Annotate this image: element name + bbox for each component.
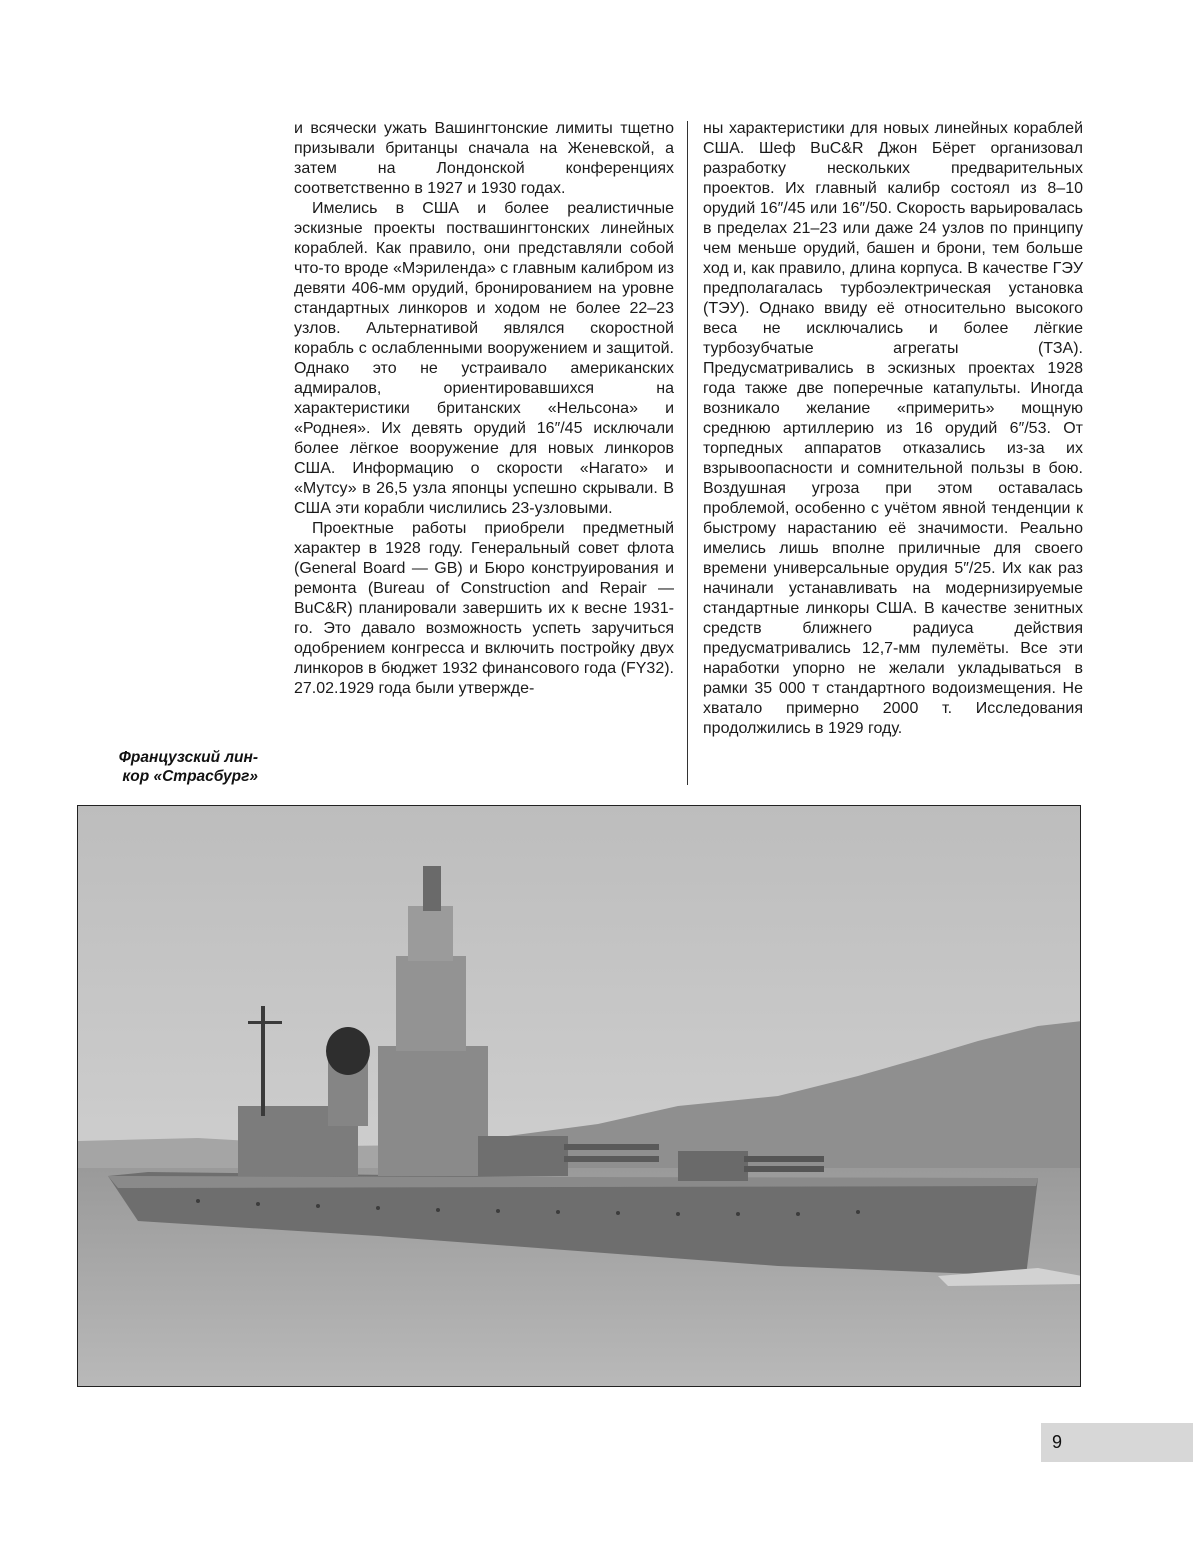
paragraph: Имелись в США и более реалистичные эскизные проекты поствашингтонских линейных кораблей. Как правило, они представляли собой что-то вроде «Мэриленда» с главным калибром из девяти 406-мм орудий, бронированием на уровне стандартных линкоров и ходом не более 22–23 узлов. Альтернативой являлся скоростной корабль с ослабленными вооружением и защитой. Однако это не устраивало американских адмиралов, ориентировавшихся на характеристики британских «Нельсона» и «Роднея». Их девять орудий 16″/45 исключали более лёгкое вооружение для новых линкоров США. Информацию о скорости «Нагато» и «Мутсу» в 26,5 узла японцы успешно скрывали. В США эти корабли числились 23-узловыми. (294, 200, 674, 517)
battleship-illustration (78, 806, 1081, 1387)
right-text-column (703, 119, 1083, 739)
battleship-photo (77, 805, 1081, 1387)
left-text-column (294, 119, 674, 699)
caption-line-2: кор «Страсбург» (122, 768, 258, 785)
paragraph: и всячески ужать Вашингтонские лимиты тщетно призывали британцы сначала на Женевской, а затем на Лондонской конференциях соответственно в 1927 и 1930 годах. (294, 120, 674, 197)
column-divider (687, 121, 688, 785)
photo-caption (78, 748, 258, 786)
paragraph: Проектные работы приобрели предметный характер в 1928 году. Генеральный совет флота (General Board — GB) и Бюро конструирования и ремонта (Bureau of Construction and Repair — BuC&R) планировали завершить их к весне 1931-го. Это давало возможность успеть заручиться одобрением конгресса и включить постройку двух линкоров в бюджет 1932 финансового года (FY32). 27.02.1929 года были утвержде- (294, 520, 674, 697)
paragraph: ны характеристики для новых линейных кораблей США. Шеф BuC&R Джон Бёрет организовал разработку нескольких предварительных проектов. Их главный калибр состоял из 8–10 орудий 16″/45 или 16″/50. Скорость варьировалась в пределах 21–23 или даже 24 узлов по принципу чем меньше орудий, башен и брони, тем больше ход и, как правило, длина корпуса. В качестве ГЭУ предполагалась турбоэлектрическая установка (ТЭУ). Однако ввиду её относительно высокого веса не исключались и более лёгкие турбозубчатые агрегаты (ТЗА). Предусматривались в эскизных проектах 1928 года также две поперечные катапульты. Иногда возникало желание «примерить» мощную среднюю артиллерию из 16 орудий 6″/53. От торпедных аппаратов отказались из-за их взрывоопасности и сомнительной пользы в бою. Воздушная угроза при этом оставалась проблемой, особенно с учётом явной тенденции к быстрому нарастанию её значимости. Реально имелись лишь вполне приличные для своего времени универсальные орудия 5″/25. Их как раз начинали устанавливать на модернизируемые стандартные линкоры США. В качестве зенитных средств ближнего радиуса действия предусматривались 12,7-мм пулемёты. Все эти наработки упорно не желали укладываться в рамки 35 000 т стандартного водоизмещения. Не хватало примерно 2000 т. Исследования продолжились в 1929 году. (703, 120, 1083, 737)
page-number: 9 (1052, 1432, 1063, 1452)
page-number-box (1041, 1423, 1193, 1462)
caption-line-1: Французский лин- (118, 749, 258, 766)
